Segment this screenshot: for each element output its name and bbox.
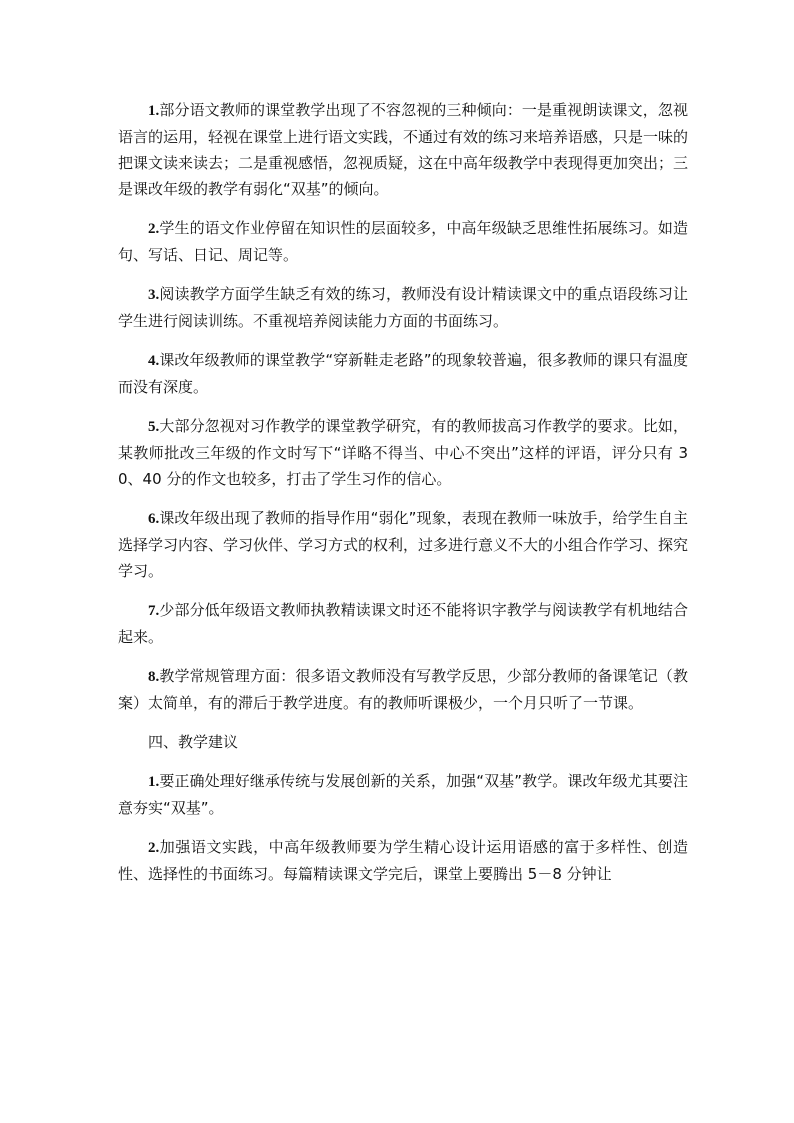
item-text: 学生的语文作业停留在知识性的层面较多，中高年级缺乏思维性拓展练习。如造句、写话、日记、周记等。	[118, 219, 688, 264]
item-number: 1.	[148, 774, 160, 790]
suggestion-item-1	[118, 768, 688, 821]
item-number: 3.	[148, 287, 160, 303]
item-text: 课改年级出现了教师的指导作用“弱化”现象，表现在教师一味放手，给学生自主选择学习内容、学习伙伴、学习方式的权利，过多进行意义不大的小组合作学习、探究学习。	[118, 509, 689, 580]
section-heading: 四、教学建议	[148, 733, 239, 751]
item-text: 阅读教学方面学生缺乏有效的练习，教师没有设计精读课文中的重点语段练习让学生进行阅读训练。不重视培养阅读能力方面的书面练习。	[118, 285, 688, 330]
item-text: 少部分低年级语文教师执教精读课文时还不能将识字教学与阅读教学有机地结合起来。	[118, 601, 688, 646]
item-text: 大部分忽视对习作教学的课堂教学研究，有的教师拔高习作教学的要求。比如，某教师批改三年级的作文时写下“详略不得当、中心不突出”这样的评语，评分只有 30、40 分的作文也较多，打击了学生习作的信心。	[118, 417, 688, 488]
problem-item-6	[118, 505, 688, 584]
item-text: 要正确处理好继承传统与发展创新的关系，加强“双基”教学。课改年级尤其要注意夯实“双基”。	[118, 772, 688, 817]
item-text: 加强语文实践，中高年级教师要为学生精心设计运用语感的富于多样性、创造性、选择性的书面练习。每篇精读课文学完后，课堂上要腾出 5－8 分钟让	[118, 838, 688, 883]
item-number: 2.	[148, 840, 160, 856]
item-number: 7.	[148, 603, 160, 619]
item-text: 部分语文教师的课堂教学出现了不容忽视的三种倾向：一是重视朗读课文，忽视语言的运用，轻视在课堂上进行语文实践，不通过有效的练习来培养语感，只是一味的把课文读来读去；二是重视感悟，忽视质疑，这在中高年级教学中表现得更加突出；三是课改年级的教学有弱化“双基”的倾向。	[118, 101, 689, 198]
problem-item-8	[118, 663, 688, 716]
problem-item-7	[118, 597, 688, 650]
item-text: 课改年级教师的课堂教学“穿新鞋走老路”的现象较普遍，很多教师的课只有温度而没有深度。	[118, 351, 688, 396]
item-number: 1.	[148, 103, 160, 119]
document-page	[118, 97, 688, 900]
problem-item-3	[118, 281, 688, 334]
problem-item-5	[118, 413, 688, 492]
item-number: 6.	[148, 511, 160, 527]
item-text: 教学常规管理方面：很多语文教师没有写教学反思，少部分教师的备课笔记（教案）太简单，有的滞后于教学进度。有的教师听课极少，一个月只听了一节课。	[118, 667, 688, 712]
item-number: 8.	[148, 669, 160, 685]
item-number: 2.	[148, 221, 160, 237]
problem-item-2	[118, 215, 688, 268]
problem-item-1	[118, 97, 688, 202]
suggestion-item-2	[118, 834, 688, 887]
item-number: 4.	[148, 353, 160, 369]
item-number: 5.	[148, 419, 160, 435]
problem-item-4	[118, 347, 688, 400]
